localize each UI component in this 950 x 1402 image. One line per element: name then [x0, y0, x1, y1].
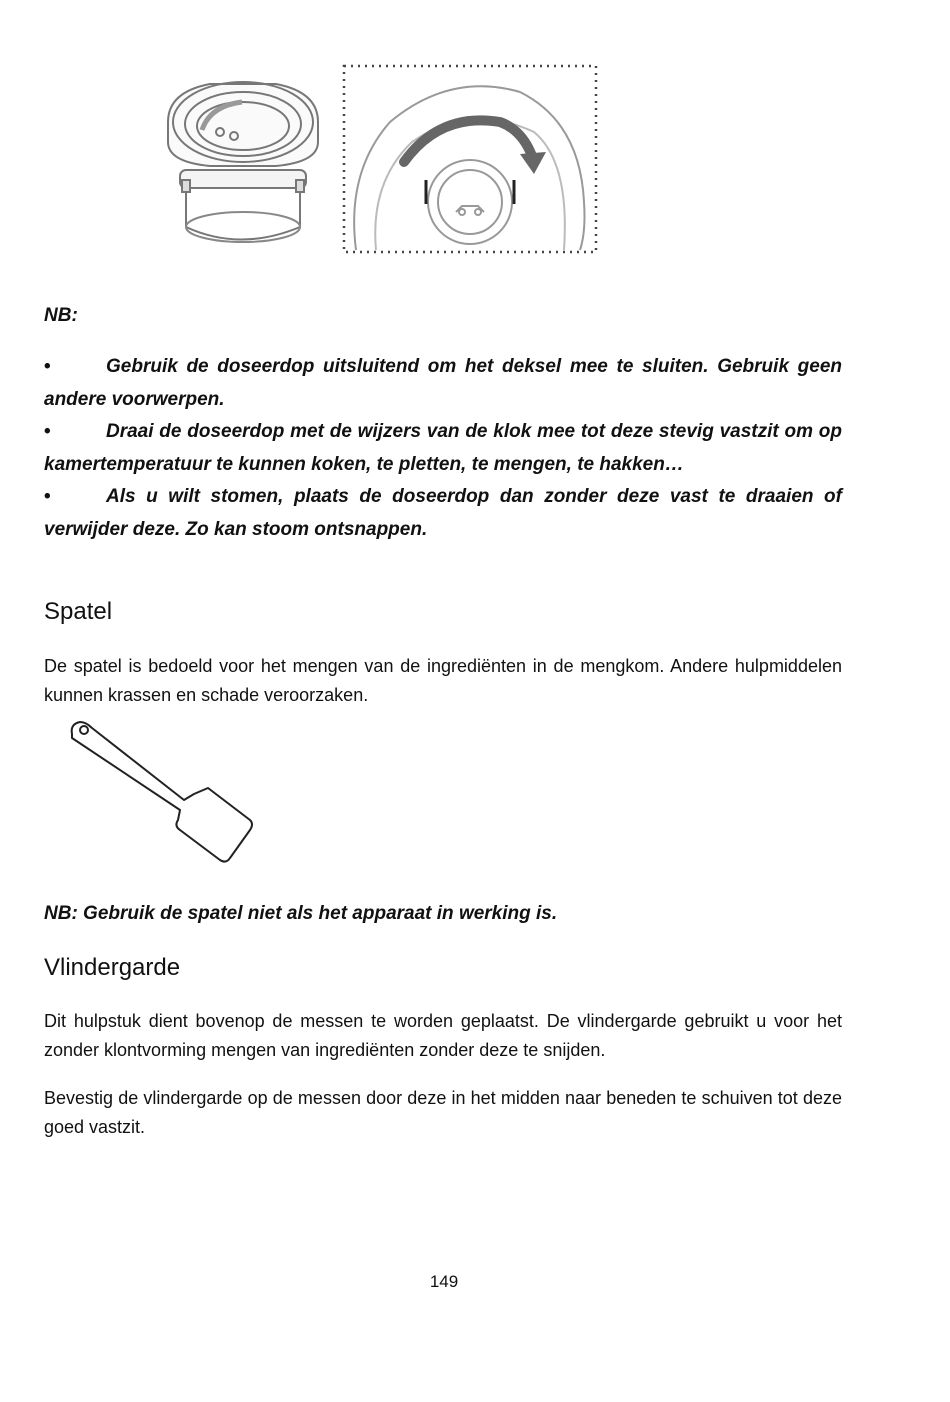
spatel-note: NB: Gebruik de spatel niet als het apparaat in werking is.: [44, 903, 558, 924]
bullet-text: Draai de doseerdop met de wijzers van de klok mee tot deze stevig vastzit om op kamertemperatuur te kunnen koken, te pletten, te mengen, te hakken…: [44, 421, 842, 475]
spatel-heading: Spatel: [44, 598, 113, 625]
bullet-icon: •: [44, 356, 51, 377]
bullet-item: [44, 351, 842, 416]
vlindergarde-instructions: Bevestig de vlindergarde op de messen door deze in het midden naar beneden te schuiven tot deze goed vastzit.: [44, 1088, 842, 1137]
vlindergarde-description: Dit hulpstuk dient bovenop de messen te worden geplaatst. De vlindergarde gebruikt u voor het zonder klontvorming mengen van ingrediënten zonder deze te snijden.: [44, 1011, 842, 1060]
vlindergarde-heading: Vlindergarde: [44, 954, 181, 981]
nb-bullet-list: [44, 351, 842, 546]
bullet-icon: •: [44, 486, 51, 507]
bullet-item: [44, 481, 842, 546]
bullet-icon: •: [44, 421, 51, 442]
lid-measuring-cup-illustration: [150, 62, 610, 262]
spatel-description: De spatel is bedoeld voor het mengen van de ingrediënten in de mengkom. Andere hulpmiddelen kunnen krassen en schade veroorzaken.: [44, 656, 842, 705]
bullet-item: [44, 416, 842, 481]
nb-heading: NB:: [44, 305, 78, 326]
bullet-text: Gebruik de doseerdop uitsluitend om het deksel mee te sluiten. Gebruik geen andere voorwerpen.: [44, 356, 842, 410]
page-number: 149: [429, 1272, 459, 1291]
bullet-text: Als u wilt stomen, plaats de doseerdop dan zonder deze vast te draaien of verwijder deze. Zo kan stoom ontsnappen.: [44, 486, 842, 540]
spatula-illustration: [62, 716, 262, 868]
